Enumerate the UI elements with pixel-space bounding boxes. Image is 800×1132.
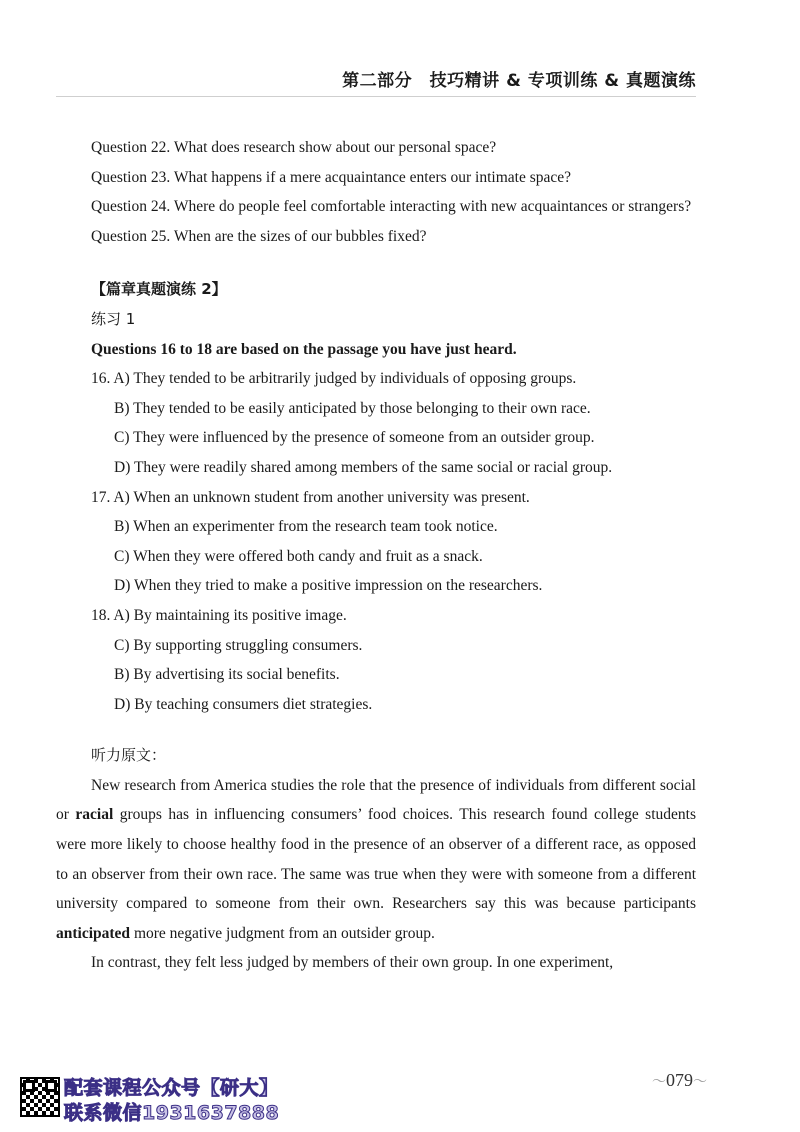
ornament-left-icon: 〜 <box>652 1075 666 1090</box>
item-18-option-4: D) By teaching consumers diet strategies. <box>114 695 373 713</box>
item-18-option-2: C) By supporting struggling consumers. <box>114 636 363 654</box>
promo-text-line-1: 配套课程公众号【研大】 <box>64 1077 279 1099</box>
exercise-label: 练习 1 <box>91 309 136 328</box>
section-heading: 【篇章真题演练 2】 <box>91 280 227 299</box>
item-16-option-c: C) They were influenced by the presence of someone from an outsider group. <box>114 429 595 447</box>
item-18-option-a: 18. A) By maintaining its positive image. <box>91 606 347 624</box>
qr-code-icon <box>20 1077 60 1117</box>
item-18 <box>56 601 696 719</box>
question-23: Question 23. What happens if a mere acquaintance enters our intimate space? <box>91 168 572 186</box>
transcript-paragraph-1: New research from America studies the role that the presence of individuals from different social or racial groups has in influencing consumers’ food choices. This research found college students were more likely to choose healthy food in the presence of an observer of a different race, as opposed to an observer from their own race. The same was true when they were with someone from a different university compared to someone from their own. Researchers say this was because participants anticipated more negative judgment from an outsider group. <box>56 776 696 942</box>
item-17-option-a: 17. A) When an unknown student from another university was present. <box>91 488 530 506</box>
keyword-racial: racial <box>75 806 114 824</box>
item-17 <box>56 483 696 601</box>
transcript-label: 听力原文： <box>91 746 167 765</box>
question-25: Question 25. When are the sizes of our bubbles fixed? <box>91 227 427 245</box>
item-17-option-b: B) When an experimenter from the research team took notice. <box>114 518 498 536</box>
promo-text-line-2: 联系微信1931637888 <box>64 1102 280 1124</box>
page-body <box>56 133 696 978</box>
question-22: Question 22. What does research show about our personal space? <box>91 139 497 156</box>
item-18-option-3: B) By advertising its social benefits. <box>114 666 340 684</box>
ornament-right-icon: 〜 <box>693 1075 707 1090</box>
item-16-option-d: D) They were readily shared among members of the same social or racial group. <box>114 458 613 476</box>
item-16 <box>56 364 696 482</box>
item-17-option-c: C) When they were offered both candy and fruit as a snack. <box>114 547 483 565</box>
item-16-option-a: 16. A) They tended to be arbitrarily judged by individuals of opposing groups. <box>91 370 577 388</box>
question-list <box>56 133 696 251</box>
header-divider <box>56 96 696 97</box>
transcript-paragraph-2: In contrast, they felt less judged by members of their own group. In one experiment, <box>91 954 614 972</box>
item-17-option-d: D) When they tried to make a positive impression on the researchers. <box>114 577 543 595</box>
item-16-option-b: B) They tended to be easily anticipated by those belonging to their own race. <box>114 399 591 417</box>
questions-instruction: Questions 16 to 18 are based on the passage you have just heard. <box>91 340 517 358</box>
keyword-anticipated: anticipated <box>56 924 131 942</box>
page-number: 〜079〜 <box>652 1070 707 1090</box>
running-header: 第二部分 技巧精讲 & 专项训练 & 真题演练 <box>342 71 696 91</box>
question-24: Question 24. Where do people feel comfortable interacting with new acquaintances or strangers? <box>91 198 692 216</box>
